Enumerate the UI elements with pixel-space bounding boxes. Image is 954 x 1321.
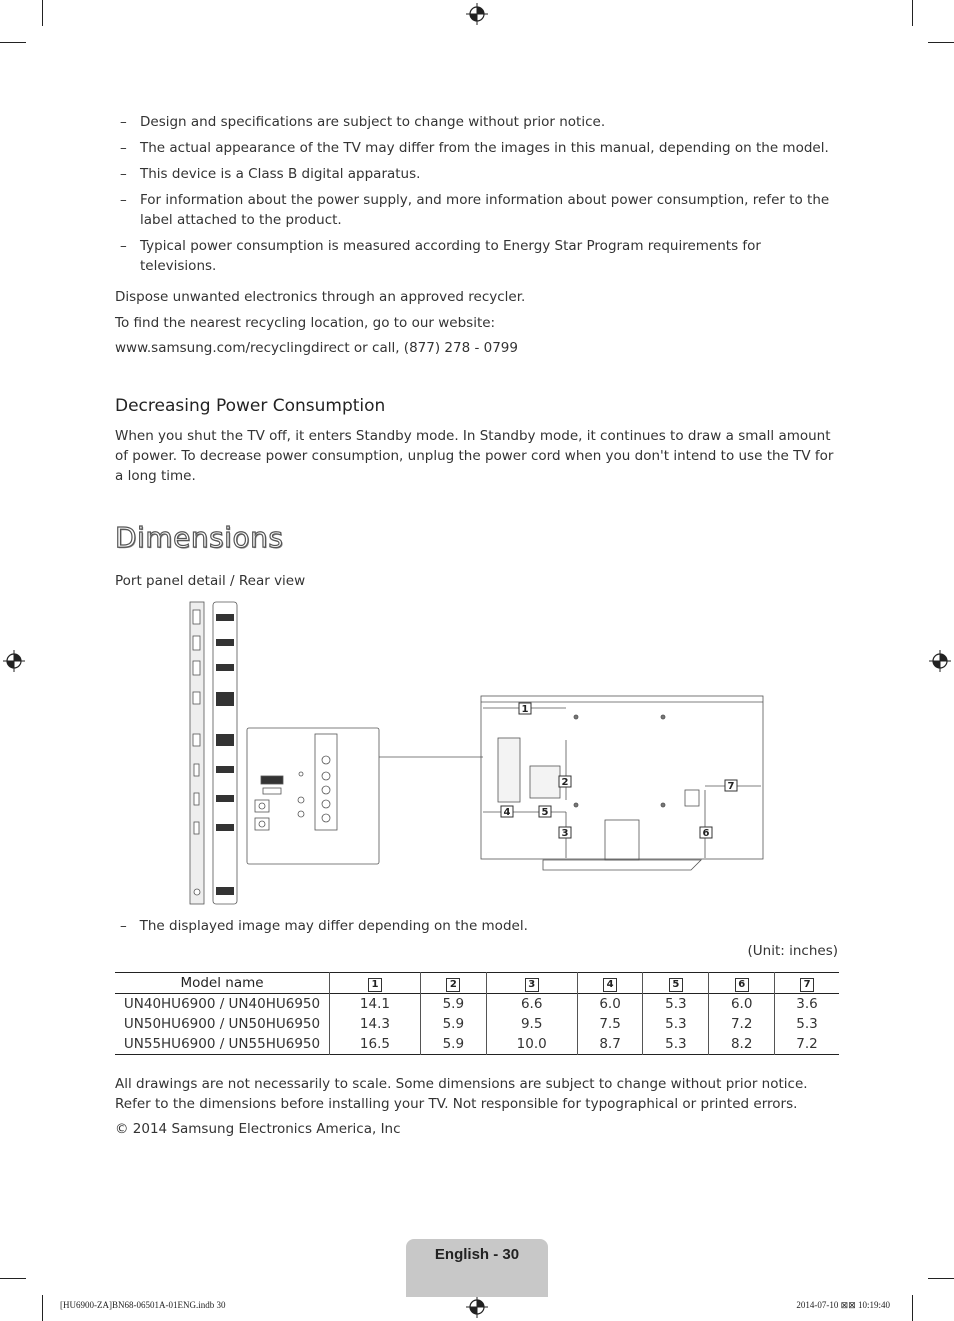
column-header bbox=[775, 973, 839, 994]
dimensions-table bbox=[115, 972, 839, 1055]
value-cell: 6.6 bbox=[486, 994, 577, 1015]
note-text: The actual appearance of the TV may differ from the images in this manual, depending on the model. bbox=[140, 140, 829, 156]
value-cell: 7.2 bbox=[709, 1014, 775, 1034]
value-cell: 5.9 bbox=[420, 994, 486, 1015]
table-row bbox=[115, 994, 839, 1015]
svg-text:7: 7 bbox=[727, 781, 735, 792]
value-cell: 16.5 bbox=[330, 1034, 421, 1055]
value-cell: 6.0 bbox=[709, 994, 775, 1015]
rear-view-diagram bbox=[185, 600, 775, 910]
list-item bbox=[120, 236, 840, 276]
value-cell: 5.9 bbox=[420, 1034, 486, 1055]
note-text: For information about the power supply, and more information about power consumption, refer to the label attached to the product. bbox=[140, 192, 830, 228]
dash-marker: – bbox=[120, 918, 140, 934]
value-cell: 3.6 bbox=[796, 996, 818, 1012]
dimension-number: 6 bbox=[735, 978, 749, 992]
note-text: The displayed image may differ depending on the model. bbox=[139, 918, 528, 934]
page-number: English - 30 bbox=[434, 1246, 520, 1263]
power-body: When you shut the TV off, it enters Standby mode. In Standby mode, it continues to draw a small amount of power. To decrease power consumption, unplug the power cord when you don't intend to use the TV for a long time. bbox=[115, 428, 834, 484]
value-cell: 6.0 bbox=[577, 994, 643, 1015]
crop-mark bbox=[928, 1278, 954, 1279]
column-header bbox=[486, 973, 577, 994]
column-header bbox=[420, 973, 486, 994]
diagram-note bbox=[120, 916, 528, 936]
dimension-number: 5 bbox=[669, 978, 683, 992]
registration-mark-icon bbox=[466, 3, 488, 25]
table-header-row bbox=[115, 973, 839, 994]
model-cell: UN40HU6900 / UN40HU6950 bbox=[115, 994, 330, 1015]
value-cell: 9.5 bbox=[486, 1014, 577, 1034]
value-cell: 5.9 bbox=[420, 1014, 486, 1034]
rear-port-panel bbox=[247, 728, 379, 864]
value-cell: 7.2 bbox=[796, 1036, 818, 1052]
tv-rear-view bbox=[481, 696, 763, 870]
svg-text:4: 4 bbox=[503, 807, 511, 818]
print-date-info: 2014-07-10 ⊠⊠ 10:19:40 bbox=[796, 1300, 890, 1310]
value-cell: 7.5 bbox=[577, 1014, 643, 1034]
note-text: Design and specifications are subject to change without prior notice. bbox=[140, 114, 606, 130]
section-heading: Decreasing Power Consumption bbox=[115, 396, 386, 416]
crop-mark bbox=[42, 0, 43, 26]
svg-text:5: 5 bbox=[541, 807, 549, 818]
registration-mark-icon bbox=[466, 1296, 488, 1318]
dash-marker: – bbox=[120, 238, 127, 254]
value-cell: 5.3 bbox=[643, 1034, 709, 1055]
table-row bbox=[115, 1034, 839, 1055]
registration-mark-icon bbox=[3, 650, 25, 672]
page-title: Dimensions bbox=[115, 521, 284, 554]
value-cell: 5.3 bbox=[643, 994, 709, 1015]
value-cell: 5.3 bbox=[796, 1016, 818, 1032]
dash-marker: – bbox=[120, 192, 127, 208]
crop-mark bbox=[42, 1295, 43, 1321]
dimension-number: 7 bbox=[800, 978, 814, 992]
svg-text:3: 3 bbox=[561, 828, 569, 839]
column-header bbox=[330, 973, 421, 994]
disclaimer-text: All drawings are not necessarily to scale. Some dimensions are subject to change without prior notice. Refer to the dimensions before installing your TV. Not responsible for typographical or printed errors. bbox=[115, 1076, 808, 1112]
list-item bbox=[120, 138, 840, 158]
list-item bbox=[120, 190, 840, 230]
list-item bbox=[120, 112, 840, 132]
column-header bbox=[577, 973, 643, 994]
crop-mark bbox=[912, 1295, 913, 1321]
svg-text:1: 1 bbox=[521, 704, 529, 715]
model-cell: UN55HU6900 / UN55HU6950 bbox=[115, 1034, 330, 1055]
note-text: This device is a Class B digital apparatus. bbox=[140, 166, 421, 182]
diagram-caption: Port panel detail / Rear view bbox=[115, 573, 306, 589]
crop-mark bbox=[0, 1278, 26, 1279]
svg-text:6: 6 bbox=[702, 828, 710, 839]
copyright-text: © 2014 Samsung Electronics America, Inc bbox=[115, 1121, 401, 1137]
registration-mark-icon bbox=[929, 650, 951, 672]
value-cell: 8.7 bbox=[577, 1034, 643, 1055]
model-cell: UN50HU6900 / UN50HU6950 bbox=[115, 1014, 330, 1034]
column-header bbox=[709, 973, 775, 994]
value-cell: 5.3 bbox=[643, 1014, 709, 1034]
value-cell: 14.1 bbox=[330, 994, 421, 1015]
list-item bbox=[120, 164, 840, 184]
dash-marker: – bbox=[120, 140, 127, 156]
unit-label: (Unit: inches) bbox=[747, 943, 838, 959]
crop-mark bbox=[928, 42, 954, 43]
recycle-line-1: Dispose unwanted electronics through an approved recycler. bbox=[115, 289, 526, 305]
value-cell: 14.3 bbox=[330, 1014, 421, 1034]
table-row bbox=[115, 1014, 839, 1034]
side-port-panel bbox=[190, 602, 237, 904]
dimension-number: 1 bbox=[368, 978, 382, 992]
svg-text:2: 2 bbox=[561, 777, 569, 788]
print-file-info: [HU6900-ZA]BN68-06501A-01ENG.indb 30 bbox=[60, 1300, 226, 1310]
note-text: Typical power consumption is measured according to Energy Star Program requirements for televisions. bbox=[140, 238, 761, 274]
value-cell: 10.0 bbox=[486, 1034, 577, 1055]
recycle-line-3: www.samsung.com/recyclingdirect or call, (877) 278 - 0799 bbox=[115, 340, 518, 356]
recycle-line-2: To find the nearest recycling location, go to our website: bbox=[115, 315, 496, 331]
column-header bbox=[643, 973, 709, 994]
crop-mark bbox=[0, 42, 26, 43]
dimension-number: 3 bbox=[525, 978, 539, 992]
dash-marker: – bbox=[120, 114, 127, 130]
crop-mark bbox=[912, 0, 913, 26]
value-cell: 8.2 bbox=[709, 1034, 775, 1055]
dimension-number: 2 bbox=[446, 978, 460, 992]
notes-list bbox=[120, 112, 840, 282]
dash-marker: – bbox=[120, 166, 127, 182]
dimension-number: 4 bbox=[603, 978, 617, 992]
column-header: Model name bbox=[115, 973, 330, 994]
